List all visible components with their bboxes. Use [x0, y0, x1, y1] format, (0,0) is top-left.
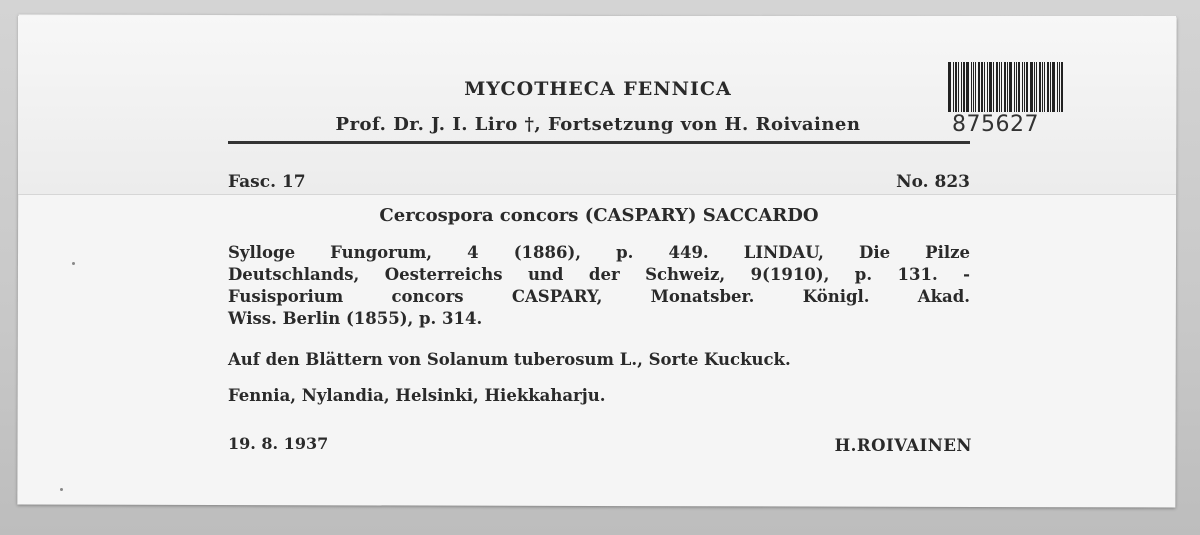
barcode-bar: [966, 62, 969, 112]
barcode-bar: [958, 62, 959, 112]
barcode-bar: [1026, 62, 1028, 112]
barcode-bar: [975, 62, 976, 112]
barcode-bar: [1059, 62, 1060, 112]
locality: Fennia, Nylandia, Helsinki, Hiekkaharju.: [228, 386, 606, 405]
barcode-bar: [1036, 62, 1037, 112]
paper-speck: [72, 262, 75, 265]
barcode-bar: [1044, 62, 1045, 112]
barcode-bar: [1014, 62, 1015, 112]
barcode-bar: [953, 62, 954, 112]
barcode-bar: [1047, 62, 1049, 112]
barcode: [948, 62, 1078, 112]
citation: [228, 242, 970, 330]
barcode-bar: [971, 62, 972, 112]
barcode-bar: [1022, 62, 1023, 112]
barcode-bar: [993, 62, 994, 112]
barcode-bar: [1042, 62, 1043, 112]
collection-date: 19. 8. 1937: [228, 434, 329, 453]
barcode-bar: [1039, 62, 1041, 112]
specimen-number: No. 823: [896, 172, 970, 192]
barcode-bar: [996, 62, 998, 112]
barcode-bar: [1061, 62, 1063, 112]
species-name: Cercospora concors (CASPARY) SACCARDO: [379, 205, 819, 226]
citation-line: Sylloge Fungorum, 4 (1886), p. 449. LINDAU, Die Pilze: [228, 243, 970, 262]
barcode-bar: [999, 62, 1000, 112]
barcode-bar: [955, 62, 957, 112]
barcode-bar: [1016, 62, 1017, 112]
header-divider: [228, 141, 970, 144]
barcode-bar: [963, 62, 965, 112]
barcode-bar: [973, 62, 974, 112]
barcode-bar: [1018, 62, 1020, 112]
barcode-bar: [1009, 62, 1012, 112]
barcode-bar: [1030, 62, 1033, 112]
barcode-bar: [978, 62, 980, 112]
collection-subtitle: Prof. Dr. J. I. Liro †, Fortsetzung von H. Roivainen: [335, 114, 861, 135]
barcode-bar: [1052, 62, 1055, 112]
barcode-bar: [981, 62, 983, 112]
citation-line: Deutschlands, Oesterreichs und der Schweiz, 9(1910), p. 131. -: [228, 265, 970, 284]
barcode-bar: [1024, 62, 1025, 112]
barcode-bar: [1034, 62, 1035, 112]
citation-line: Wiss. Berlin (1855), p. 314.: [228, 309, 483, 328]
barcode-bar: [961, 62, 962, 112]
collection-title: MYCOTHECA FENNICA: [464, 78, 732, 100]
fascicle: Fasc. 17: [228, 172, 306, 192]
barcode-bar: [1004, 62, 1006, 112]
collector: H.ROIVAINEN: [834, 436, 972, 455]
barcode-bar: [1057, 62, 1058, 112]
barcode-bar: [1050, 62, 1051, 112]
barcode-number: 875627: [952, 112, 1039, 137]
barcode-bar: [1001, 62, 1002, 112]
barcode-bar: [987, 62, 988, 112]
citation-line: Fusisporium concors CASPARY, Monatsber. Königl. Akad.: [228, 287, 970, 306]
barcode-bar: [1007, 62, 1008, 112]
barcode-bar: [989, 62, 992, 112]
barcode-bar: [948, 62, 951, 112]
barcode-bar: [984, 62, 985, 112]
paper-speck: [60, 488, 63, 491]
substrate: Auf den Blättern von Solanum tuberosum L., Sorte Kuckuck.: [228, 350, 791, 369]
